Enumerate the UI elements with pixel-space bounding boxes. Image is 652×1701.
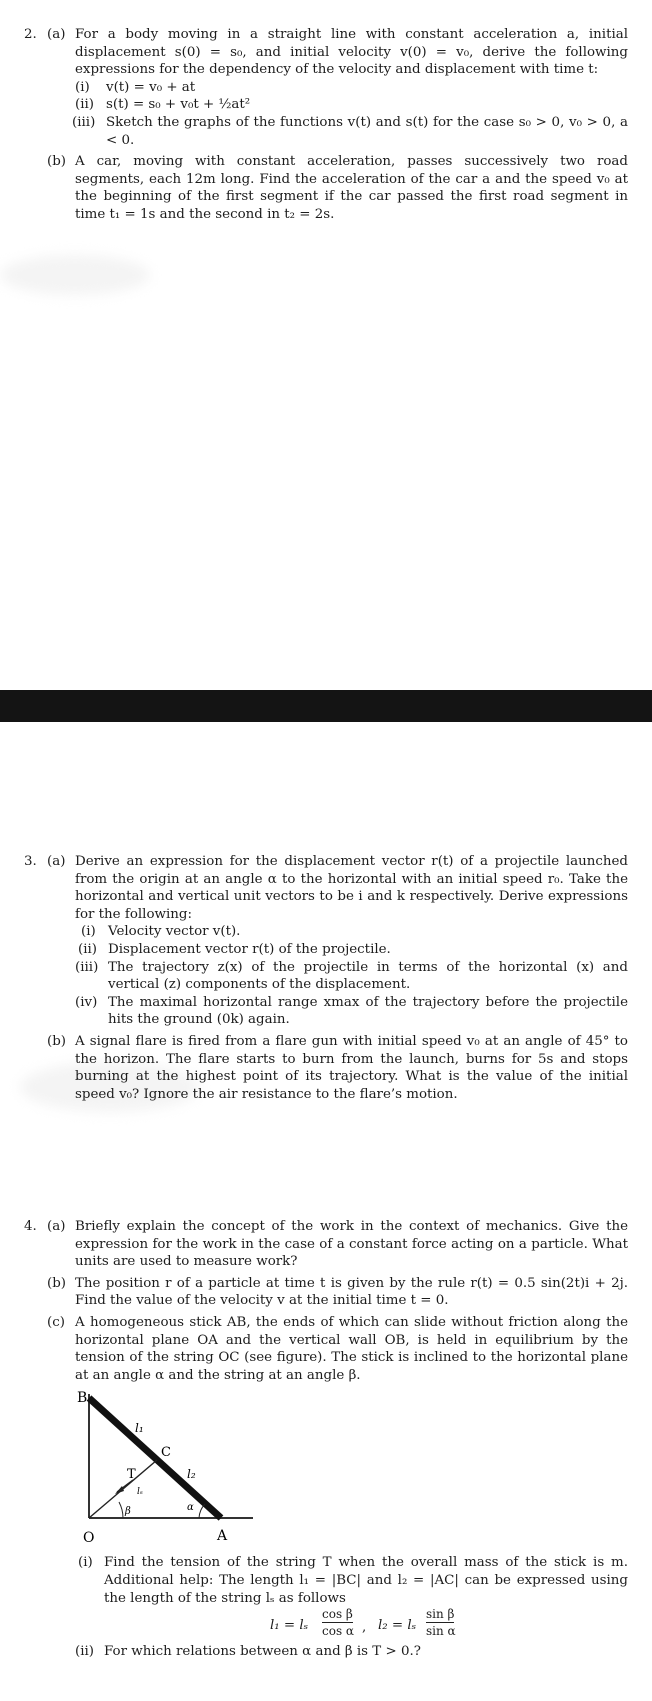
subpart-text: Velocity vector v(t). xyxy=(108,924,241,940)
label-l1: l₁ xyxy=(135,1421,144,1436)
part-label: (b) xyxy=(47,1275,67,1291)
part-text: Briefly explain the concept of the work in the context of mechanics. Give the expression for the work in the case of a constant force acting on a particle. What units are used to measure work? xyxy=(75,1219,628,1270)
scan-smudge xyxy=(0,255,150,295)
part-text: A homogeneous stick AB, the ends of which can slide without friction along the horizontal plane OA and the vertical wall OB, is held in equilibrium by the tension of the string OC (see figure). The stick is inclined to the horizontal plane at an angle α and the string at an angle β. xyxy=(75,1314,628,1383)
label-alpha: α xyxy=(187,1502,194,1514)
page-top xyxy=(0,0,652,690)
part-label: (a) xyxy=(47,27,66,42)
label-o: O xyxy=(83,1530,95,1547)
formula-l2-denominator: sin α xyxy=(426,1624,456,1639)
question-4c-i xyxy=(0,1554,652,1607)
question-4b xyxy=(0,1275,652,1310)
question-4 xyxy=(0,1218,652,1661)
subpart-text: The maximal horizontal range xmax of the trajectory before the projectile hits the ground (0k) again. xyxy=(108,994,628,1028)
label-t: T xyxy=(127,1467,136,1483)
label-l2: l₂ xyxy=(187,1467,196,1482)
part-text: For a body moving in a straight line with constant acceleration a, initial displacement s(0) = s₀, and initial velocity v(0) = v₀, derive the following expressions for the dependency of the velocity and displacement with time t: xyxy=(75,27,628,78)
formula-l1-lhs: l₁ = lₛ xyxy=(270,1618,309,1634)
formula-l2-numerator: sin β xyxy=(426,1607,455,1622)
label-b: B xyxy=(77,1390,88,1407)
subpart-text: v(t) = v₀ + at xyxy=(106,79,196,95)
question-2a-iii xyxy=(0,114,652,149)
subpart-label: (ii) xyxy=(75,97,95,113)
label-c: C xyxy=(161,1445,171,1461)
question-3 xyxy=(0,853,652,1103)
question-4c xyxy=(0,1314,652,1384)
subpart-text: For which relations between α and β is T > 0.? xyxy=(104,1644,421,1660)
part-label: (a) xyxy=(47,1219,66,1234)
subpart-label: (ii) xyxy=(78,941,98,957)
formula-l1-numerator: cos β xyxy=(322,1607,353,1622)
subpart-text: Displacement vector r(t) of the projectile. xyxy=(108,941,391,957)
question-number: 2. xyxy=(24,27,37,42)
part-text: A signal flare is fired from a flare gun with initial speed v₀ at an angle of 45° to the horizon. The flare starts to burn from the launch, burns for 5s and stops burning at the highest point of its trajectory. What is the value of the initial speed v₀? Ignore the air resistance to the flare’s motion. xyxy=(75,1033,628,1102)
label-a: A xyxy=(217,1528,228,1545)
label-ls: lₛ xyxy=(137,1487,143,1498)
part-text: A car, moving with constant acceleration, passes successively two road segments, each 12m long. Find the acceleration of the car a and the speed v₀ at the beginning of the first segment if the car passed the first road segment in time t₁ = 1s and the second in t₂ = 2s. xyxy=(75,154,628,222)
subpart-label: (iii) xyxy=(75,959,99,975)
subpart-label: (i) xyxy=(75,79,90,95)
subpart-label: (i) xyxy=(78,1555,93,1571)
part-text: The position r of a particle at time t is given by the rule r(t) = 0.5 sin(2t)i + 2j. Find the value of the velocity v at the initial time t = 0. xyxy=(75,1275,628,1309)
question-4c-ii xyxy=(0,1643,652,1661)
part-text: Derive an expression for the displacement vector r(t) of a projectile launched from the origin at an angle α to the horizontal with an initial speed r₀. Take the horizontal and vertical unit vectors to be i and k respectively. Derive expressions for the following: xyxy=(75,854,628,922)
part-label: (a) xyxy=(47,854,66,869)
question-2a-i xyxy=(0,79,652,97)
subpart-label: (i) xyxy=(81,924,96,940)
stick-figure xyxy=(75,1384,652,1554)
question-3a-ii xyxy=(0,941,652,959)
subpart-label: (ii) xyxy=(75,1644,95,1660)
part-label: (b) xyxy=(47,154,67,170)
question-3a xyxy=(0,853,652,923)
subpart-text: s(t) = s₀ + v₀t + ½at² xyxy=(106,97,251,113)
stick-ab xyxy=(89,1398,221,1518)
subpart-text: The trajectory z(x) of the projectile in terms of the horizontal (x) and vertical (z) components of the displacement. xyxy=(108,959,628,993)
question-number: 4. xyxy=(24,1219,37,1234)
question-4a xyxy=(0,1218,652,1271)
page-divider xyxy=(0,690,652,722)
formula-separator: , xyxy=(362,1620,367,1636)
subpart-label: (iv) xyxy=(75,994,98,1010)
subpart-label: (iii) xyxy=(72,114,96,130)
length-formulas xyxy=(0,1607,652,1643)
question-3a-iii xyxy=(0,959,652,994)
page-bottom xyxy=(0,722,652,1701)
stick-diagram xyxy=(75,1384,265,1554)
question-3a-i xyxy=(0,923,652,941)
subpart-text: Sketch the graphs of the functions v(t) and s(t) for the case s₀ > 0, v₀ > 0, a < 0. xyxy=(106,114,628,148)
question-number: 3. xyxy=(24,854,37,869)
formula-l1-denominator: cos α xyxy=(322,1624,355,1639)
question-2a-ii xyxy=(0,96,652,114)
question-2b xyxy=(0,153,652,223)
part-label: (c) xyxy=(47,1314,65,1330)
label-beta: β xyxy=(125,1506,131,1518)
formula-l2-lhs: l₂ = lₛ xyxy=(378,1618,417,1634)
question-3a-iv xyxy=(0,994,652,1029)
question-2a xyxy=(0,26,652,79)
beta-arc xyxy=(119,1502,123,1518)
subpart-text: Find the tension of the string T when the overall mass of the stick is m. Additional help: The length l₁ = |BC| and l₂ = |AC| can be expressed using the length of the string lₛ as follows xyxy=(104,1555,628,1606)
part-label: (b) xyxy=(47,1033,67,1049)
question-2 xyxy=(0,26,652,224)
question-3b xyxy=(0,1033,652,1103)
